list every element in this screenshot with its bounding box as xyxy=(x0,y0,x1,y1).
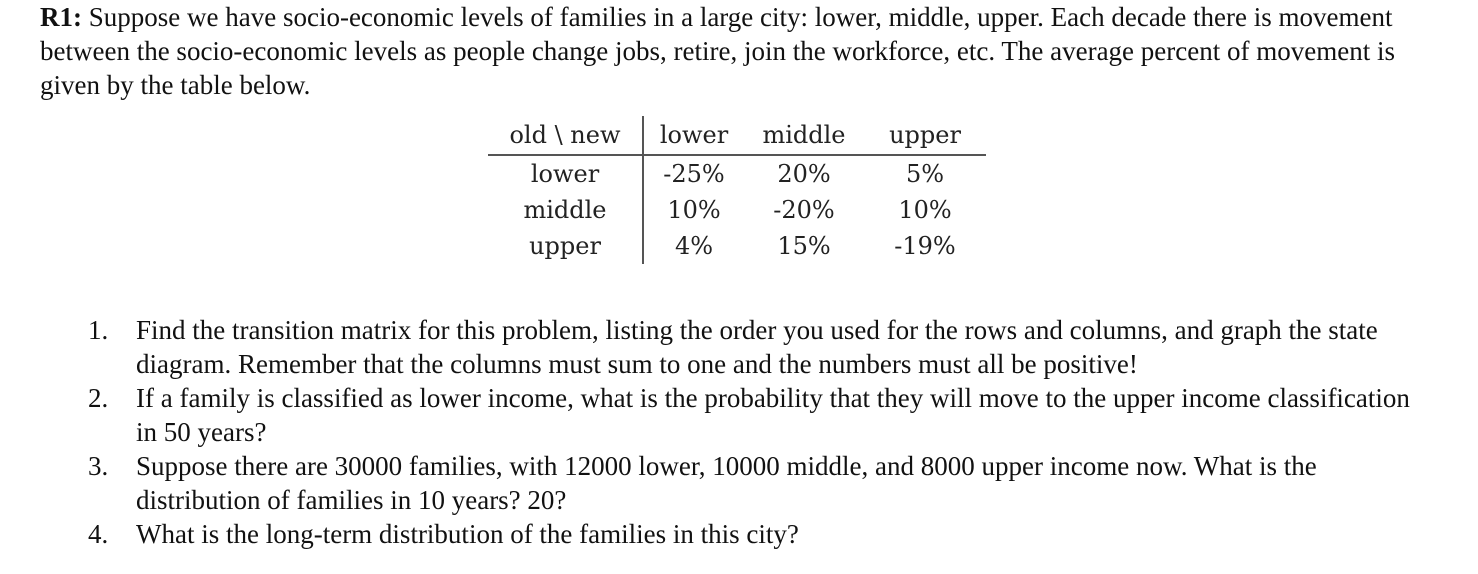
question-list xyxy=(80,313,1410,551)
question-text: What is the long-term distribution of the families in this city? xyxy=(136,519,799,549)
movement-table xyxy=(488,116,986,264)
problem-intro-text: Suppose we have socio-economic levels of families in a large city: lower, middle, upper. Each decade there is movement between the socio-economic levels as people change jobs, retire, join the workforce, etc. The average percent of movement is given by the table below. xyxy=(40,2,1395,100)
table-cell: 15% xyxy=(777,232,831,260)
movement-table-container xyxy=(488,116,986,264)
table-cell: 5% xyxy=(905,160,945,188)
table-row xyxy=(488,155,986,192)
table-cell: -20% xyxy=(773,196,835,224)
question-number: 4. xyxy=(88,519,109,549)
table-corner-header: old \ new xyxy=(488,116,643,155)
column-header-lower: lower xyxy=(643,116,744,155)
list-item xyxy=(80,517,1410,551)
question-number: 1. xyxy=(88,315,109,345)
question-text: Suppose there are 30000 families, with 12000 lower, 10000 middle, and 8000 upper income now. What is the distribution of families in 10 years? 20? xyxy=(136,451,1317,515)
problem-label: R1: xyxy=(40,2,82,32)
table-cell: 20% xyxy=(777,160,831,188)
table-cell: 10% xyxy=(898,196,952,224)
table-row xyxy=(488,192,986,228)
row-header-middle: middle xyxy=(488,192,643,228)
column-header-upper: upper xyxy=(864,116,986,155)
list-item xyxy=(80,313,1410,381)
table-cell: -25% xyxy=(663,160,725,188)
question-text: If a family is classified as lower income, what is the probability that they will move to the upper income classification in 50 years? xyxy=(136,383,1410,447)
table-cell: -19% xyxy=(894,232,956,260)
row-header-upper: upper xyxy=(488,228,643,264)
question-number: 2. xyxy=(88,383,109,413)
column-header-middle: middle xyxy=(744,116,864,155)
list-item xyxy=(80,449,1410,517)
problem-intro xyxy=(40,0,1460,102)
table-row xyxy=(488,228,986,264)
table-cell: 4% xyxy=(674,232,714,260)
list-item xyxy=(80,381,1410,449)
question-number: 3. xyxy=(88,451,109,481)
table-cell: 10% xyxy=(667,196,721,224)
question-text: Find the transition matrix for this problem, listing the order you used for the rows and columns, and graph the state diagram. Remember that the columns must sum to one and the numbers must all be positive! xyxy=(136,315,1378,379)
table-header-row xyxy=(488,116,986,155)
row-header-lower: lower xyxy=(488,155,643,192)
